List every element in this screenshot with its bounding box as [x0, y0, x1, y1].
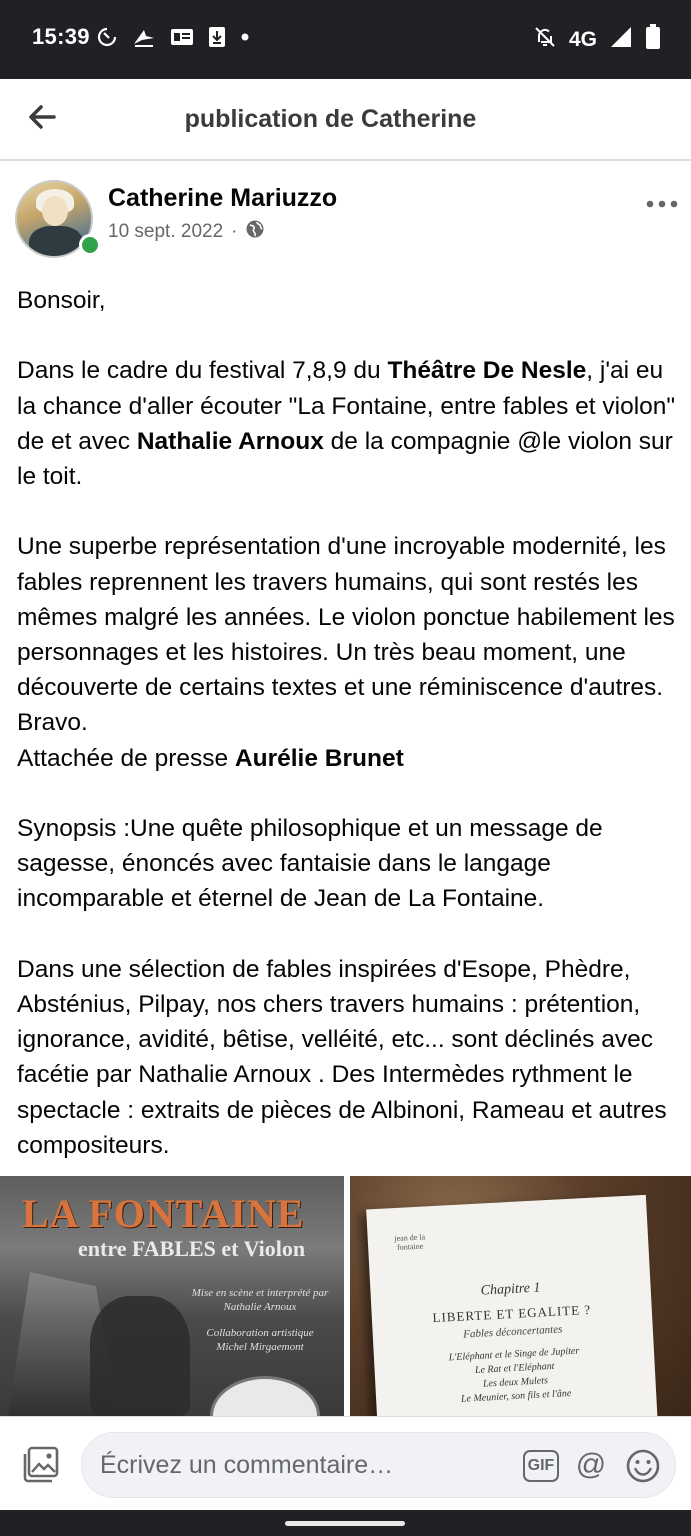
post-paragraph-3: Attachée de presse Aurélie Brunet	[17, 744, 404, 772]
post-paragraph-4: Synopsis :Une quête philosophique et un message de sagesse, énoncés avec fantaisie dans le langage incomparable et éternel de Jean de La Fontaine.	[17, 815, 603, 913]
post-paragraph-2: Une superbe représentation d'une incroyable modernité, les fables reprennent les travers humains, qui sont restés les mêmes malgré les années. Le violon ponctue habilement les personnages et les histoires. Un très beau moment, une découverte de certains textes et une réminiscence d'autres. Bravo.	[17, 533, 675, 737]
timer-icon	[96, 26, 118, 55]
poster-title: LA FONTAINE	[22, 1191, 305, 1236]
dot-icon	[240, 26, 250, 55]
fable-item: Les deux Mulets	[482, 1375, 549, 1390]
page-subheading: Fables déconcertantes	[462, 1323, 563, 1341]
post-paragraph-1: Dans le cadre du festival 7,8,9 du Théâtre De Nesle, j'ai eu la chance d'aller écouter "La Fontaine, entre fables et violon" de et avec Nathalie Arnoux de la compagnie @le violon sur le toit.	[17, 357, 676, 490]
page-fable-list	[374, 1341, 657, 1412]
status-left-icons	[96, 26, 250, 55]
app-header	[0, 79, 691, 161]
signal-icon	[609, 25, 633, 55]
page-logo: jean de la fontaine	[394, 1232, 426, 1252]
fable-item: Le Rat et l'Eléphant	[474, 1360, 555, 1377]
mention-theatre[interactable]: Théâtre De Nesle	[387, 357, 587, 385]
battery-icon	[645, 24, 661, 56]
bird-icon	[132, 26, 156, 55]
mute-icon	[533, 25, 557, 55]
post-paragraph-5: Dans une sélection de fables inspirées d'Esope, Phèdre, Absténius, Pilpay, nos chers travers humains : prétention, ignorance, avidité, bêtise, velléité, etc... sont déclinés avec facétie par Nathalie Arnoux . Des Intermèdes rythment le spectacle : extraits de pièces de Albinoni, Rameau et autres compositeurs.	[17, 955, 667, 1159]
poster-credit-2: Collaboration artistique Michel Mirgaemont	[206, 1327, 314, 1353]
page-title: publication de Catherine	[184, 105, 477, 133]
comment-box	[81, 1432, 676, 1498]
post-image-book[interactable]	[350, 1176, 691, 1416]
status-bar	[0, 0, 691, 79]
mention-button[interactable]: @	[575, 1448, 607, 1481]
system-nav-bar	[0, 1510, 691, 1536]
more-horizontal-icon[interactable]	[645, 192, 679, 216]
post-greeting: Bonsoir,	[17, 287, 106, 314]
online-indicator	[79, 234, 101, 256]
sim-card-icon	[170, 27, 194, 54]
smiley-icon[interactable]	[624, 1447, 662, 1485]
status-right-icons	[533, 24, 661, 56]
mention-nathalie[interactable]: Nathalie Arnoux	[136, 427, 324, 455]
post-body	[17, 283, 685, 1163]
comment-input[interactable]	[100, 1447, 510, 1483]
image-gallery-icon[interactable]	[20, 1445, 60, 1485]
network-label: 4G	[568, 28, 597, 51]
post-date[interactable]: 10 sept. 2022	[108, 221, 224, 242]
meta-separator: ·	[231, 221, 238, 242]
comment-bar	[0, 1416, 691, 1510]
gif-button[interactable]: GIF	[523, 1450, 559, 1482]
download-icon	[208, 26, 226, 55]
fable-item: L'Eléphant et le Singe de Jupiter	[448, 1345, 580, 1364]
page-heading: LIBERTE ET EGALITE ?	[432, 1301, 592, 1326]
post-meta	[108, 219, 265, 245]
home-handle[interactable]	[285, 1521, 405, 1526]
page-chapter: Chapitre 1	[480, 1280, 541, 1299]
poster-subtitle: entre FABLES et Violon	[78, 1236, 306, 1261]
post-author[interactable]: Catherine Mariuzzo	[108, 184, 338, 212]
book-page	[366, 1195, 658, 1416]
post-image-poster[interactable]	[0, 1176, 344, 1416]
poster-credit-1: Mise en scène et interprété par Nathalie Arnoux	[191, 1287, 329, 1313]
mention-aurelie[interactable]: Aurélie Brunet	[234, 744, 404, 772]
status-time: 15:39	[32, 24, 90, 49]
globe-icon	[245, 219, 265, 245]
fable-item: Le Meunier, son fils et l'âne	[460, 1388, 572, 1405]
